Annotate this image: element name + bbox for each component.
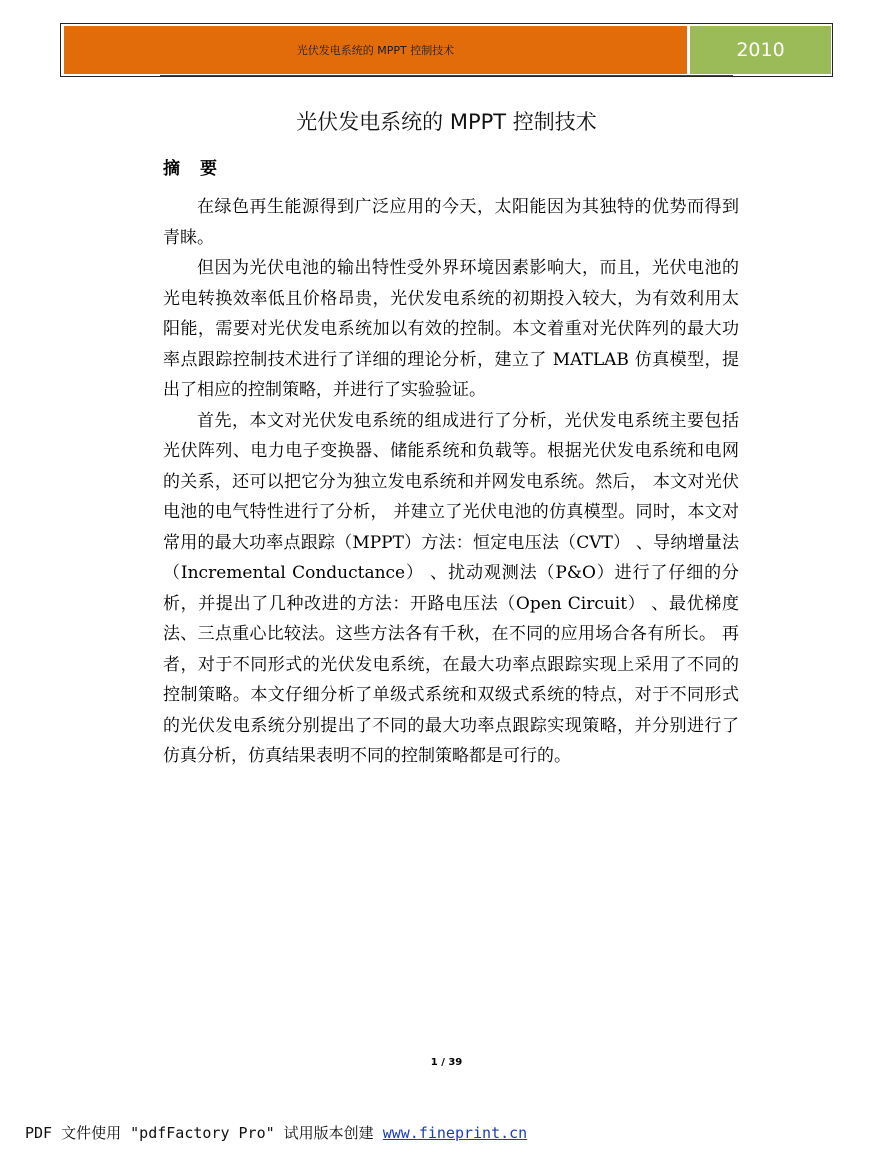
- page-number: 1 / 39: [430, 1057, 463, 1068]
- abstract-body: [163, 192, 739, 772]
- abstract-paragraph-3: 首先，本文对光伏发电系统的组成进行了分析，光伏发电系统主要包括光伏阵列、电力电子变换器、储能系统和负载等。根据光伏发电系统和电网的关系，还可以把它分为独立发电系统和并网发电系统。然后， 本文对光伏电池的电气特性进行了分析， 并建立了光伏电池的仿真模型。同时，本文对常用的最大功率点跟踪（MPPT）方法：恒定电压法（CVT） 、导纳增量法（Incremental Conductance） 、扰动观测法（P&O）进行了仔细的分析，并提出了几种改进的方法：开路电压法（Open Circuit） 、最优梯度法、三点重心比较法。这些方法各有千秋，在不同的应用场合各有所长。 再者，对于不同形式的光伏发电系统，在最大功率点跟踪实现上采用了不同的控制策略。本文仔细分析了单级式系统和双级式系统的特点，对于不同形式的光伏发电系统分别提出了不同的最大功率点跟踪实现策略，并分别进行了仿真分析，仿真结果表明不同的控制策略都是可行的。: [163, 410, 739, 766]
- footer-text: PDF 文件使用 "pdfFactory Pro" 试用版本创建: [25, 1124, 374, 1142]
- footer-link[interactable]: www.fineprint.cn: [382, 1124, 528, 1142]
- abstract-heading: 摘要: [163, 159, 237, 179]
- abstract-paragraph-1: 在绿色再生能源得到广泛应用的今天，太阳能因为其独特的优势而得到青睐。: [163, 197, 739, 248]
- abstract-paragraph-2: 但因为光伏电池的输出特性受外界环境因素影响大，而且，光伏电池的光电转换效率低且价格昂贵，光伏发电系统的初期投入较大，为有效利用太阳能，需要对光伏发电系统加以有效的控制。本文着重对光伏阵列的最大功率点跟踪控制技术进行了详细的理论分析，建立了 MATLAB 仿真模型，提出了相应的控制策略，并进行了实验验证。: [163, 258, 739, 400]
- header-title: 光伏发电系统的 MPPT 控制技术: [296, 44, 455, 57]
- header-year: 2010: [736, 39, 785, 61]
- header-title-bar: [64, 26, 687, 74]
- document-title: 光伏发电系统的 MPPT 控制技术: [296, 110, 597, 134]
- header-year-box: [690, 26, 831, 74]
- header-divider: [160, 75, 733, 76]
- pdf-footer: [25, 1122, 527, 1143]
